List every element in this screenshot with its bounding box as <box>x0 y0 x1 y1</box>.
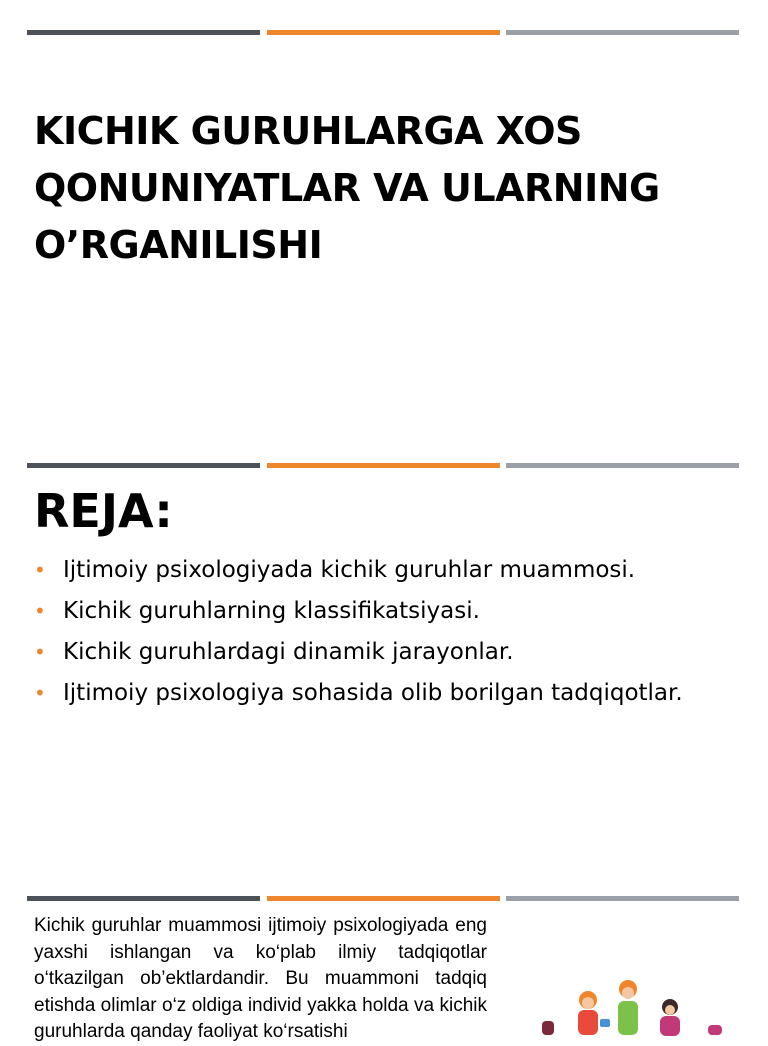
decorative-bars <box>27 463 739 468</box>
list-item <box>34 678 734 708</box>
list-item <box>34 596 734 626</box>
dark-bar <box>27 30 260 35</box>
bullet-icon: • <box>34 681 46 705</box>
list-item-text: Ijtimoiy psixologiya sohasida olib borilgan tadqiqotlar. <box>63 680 683 706</box>
bullet-icon: • <box>34 558 46 582</box>
slide-title: KICHIK GURUHLARGA XOS QONUNIYATLAR VA ULARNING O’RGANILISHI <box>34 109 660 267</box>
plan-slide <box>0 455 768 895</box>
decorative-bars <box>27 30 739 35</box>
bullet-icon: • <box>34 640 46 664</box>
gray-bar <box>506 463 739 468</box>
dark-bar <box>27 896 260 901</box>
group-people-illustration <box>508 915 740 1035</box>
orange-bar <box>267 463 500 468</box>
bullet-icon: • <box>34 599 46 623</box>
list-item-text: Ijtimoiy psixologiyada kichik guruhlar muammosi. <box>63 557 636 583</box>
gray-bar <box>506 30 739 35</box>
body-paragraph: Kichik guruhlar muammosi ijtimoiy psixologiyada eng yaxshi ishlangan va ko‘plab ilmiy tadqiqotlar o‘tkazilgan ob’ektlardandir. Bu muammoni tadqiq etishda olimlar o‘z oldiga individ yakka holda va kichik guruhlarda qanday faoliyat ko‘rsatishi <box>34 915 487 1042</box>
list-item <box>34 637 734 667</box>
list-item-text: Kichik guruhlardagi dinamik jarayonlar. <box>63 639 514 665</box>
title-slide <box>0 0 768 455</box>
plan-list <box>34 555 734 719</box>
orange-bar <box>267 896 500 901</box>
dark-bar <box>27 463 260 468</box>
orange-bar <box>267 30 500 35</box>
list-item-text: Kichik guruhlarning klassifikatsiyasi. <box>63 598 480 624</box>
list-item <box>34 555 734 585</box>
gray-bar <box>506 896 739 901</box>
plan-title: REJA: <box>34 484 173 538</box>
decorative-bars <box>27 896 739 901</box>
content-slide <box>0 895 768 1042</box>
